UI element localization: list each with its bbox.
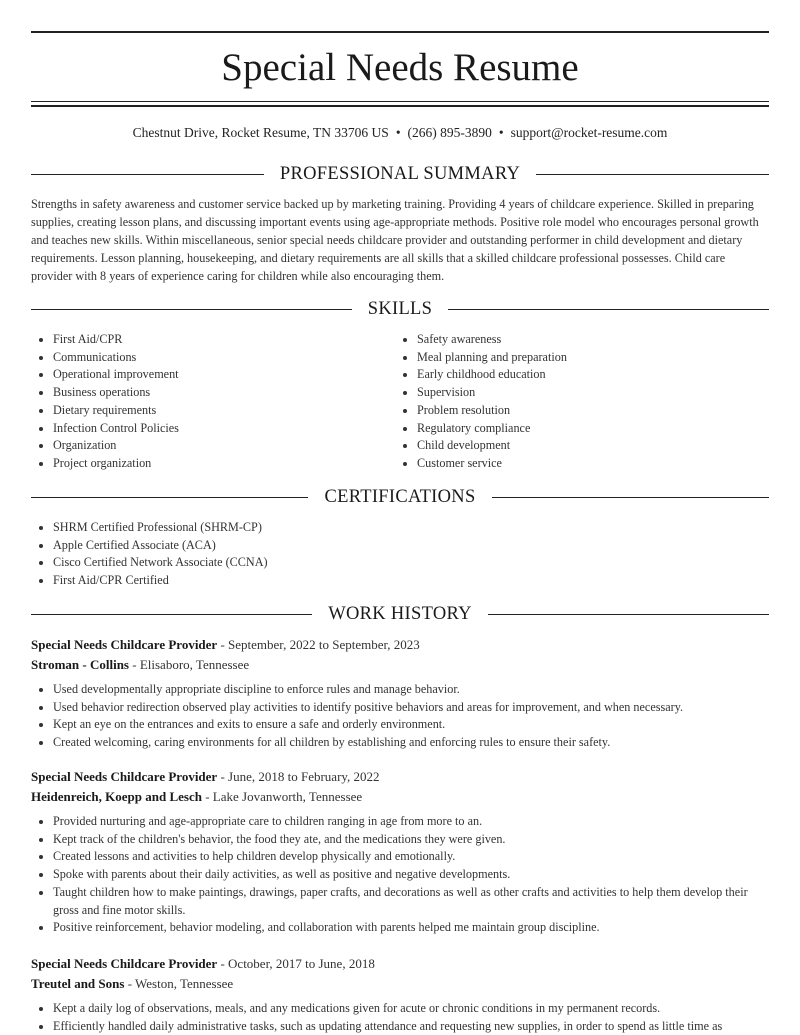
job-title-line (31, 954, 769, 974)
skill-item: • Business operations (53, 384, 413, 402)
job-location: - Weston, Tennessee (127, 976, 234, 991)
contact-separator: • (498, 125, 504, 140)
job-dates: - October, 2017 to June, 2018 (220, 956, 375, 971)
job-title: Special Needs Childcare Provider (31, 769, 218, 784)
skill-item: • Child development (417, 437, 791, 455)
skills-list-left (31, 331, 413, 473)
skill-item: • First Aid/CPR (53, 331, 413, 349)
contact-address: Chestnut Drive, Rocket Resume, TN 33706 US (132, 125, 389, 140)
job-bullets (31, 1000, 769, 1035)
skill-item: • Safety awareness (417, 331, 791, 349)
contact-phone: (266) 895-3890 (407, 125, 492, 140)
job-location: - Elisaboro, Tennessee (132, 657, 250, 672)
job-location: - Lake Jovanworth, Tennessee (205, 789, 363, 804)
summary-heading (31, 163, 769, 185)
skill-item: • Organization (53, 437, 413, 455)
resume-title: Special Needs Resume (221, 46, 579, 89)
skill-item: • Meal planning and preparation (417, 349, 791, 367)
job-title: Special Needs Childcare Provider (31, 637, 218, 652)
job-bullet: • Kept a daily log of observations, meals, and any medications given for acute or chronic conditions in my permanent records. (53, 1000, 769, 1018)
contact-separator: • (395, 125, 401, 140)
skill-item: • Supervision (417, 384, 791, 402)
job-bullet: • Used behavior redirection observed play activities to identify positive behaviors and areas for improvement, and when necessary. (53, 699, 769, 717)
job-company: Treutel and Sons (31, 976, 125, 991)
certification-item: • Apple Certified Associate (ACA) (53, 537, 791, 555)
job-bullet: • Kept an eye on the entrances and exits to ensure a safe and orderly environment. (53, 716, 769, 734)
skills-heading-label: SKILLS (367, 298, 433, 319)
top-rule (31, 31, 769, 33)
skill-item: • Communications (53, 349, 413, 367)
job-company-line (31, 974, 769, 994)
heading-rule (488, 614, 769, 615)
job-company: Stroman - Collins (31, 657, 129, 672)
job-title-line (31, 635, 769, 655)
heading-rule (31, 614, 312, 615)
job-company: Heidenreich, Koepp and Lesch (31, 789, 202, 804)
job-bullets (31, 813, 769, 937)
job-company-line (31, 787, 769, 807)
certification-item: • Cisco Certified Network Associate (CCNA) (53, 554, 791, 572)
job-bullet: • Used developmentally appropriate discipline to enforce rules and manage behavior. (53, 681, 769, 699)
work-history-heading-label: WORK HISTORY (328, 603, 472, 624)
job-bullet: • Efficiently handled daily administrative tasks, such as updating attendance and requesting new supplies, in order to spend as little time as (53, 1018, 769, 1035)
work-history-heading (31, 603, 769, 625)
heading-rule (31, 497, 308, 498)
job-entry (31, 954, 769, 1035)
job-bullet: • Positive reinforcement, behavior modeling, and collaboration with parents helped me maintain group discipline. (53, 919, 769, 937)
job-title: Special Needs Childcare Provider (31, 956, 218, 971)
skill-item: • Problem resolution (417, 402, 791, 420)
skill-item: • Dietary requirements (53, 402, 413, 420)
heading-rule (448, 309, 769, 310)
certifications-list (31, 519, 791, 590)
heading-rule (31, 309, 352, 310)
job-bullet: • Kept track of the children's behavior, the food they ate, and the medications they were given. (53, 831, 769, 849)
job-dates: - September, 2022 to September, 2023 (220, 637, 420, 652)
job-entry (31, 767, 769, 937)
skill-item: • Early childhood education (417, 366, 791, 384)
skill-item: • Customer service (417, 455, 791, 473)
heading-rule (536, 174, 769, 175)
job-bullet: • Created lessons and activities to help children develop physically and emotionally. (53, 848, 769, 866)
certification-item: • SHRM Certified Professional (SHRM-CP) (53, 519, 791, 537)
skill-item: • Operational improvement (53, 366, 413, 384)
skills-heading (31, 298, 769, 320)
job-bullets (31, 681, 769, 752)
certifications-heading (31, 486, 769, 508)
certification-item: • First Aid/CPR Certified (53, 572, 791, 590)
job-bullet: • Provided nurturing and age-appropriate care to children ranging in age from more to an. (53, 813, 769, 831)
title-rule-thin (31, 101, 769, 102)
job-company-line (31, 655, 769, 675)
heading-rule (492, 497, 769, 498)
certifications-heading-label: CERTIFICATIONS (324, 486, 476, 507)
skill-item: • Regulatory compliance (417, 420, 791, 438)
skills-list-right (395, 331, 791, 473)
summary-heading-label: PROFESSIONAL SUMMARY (279, 163, 521, 184)
skill-item: • Infection Control Policies (53, 420, 413, 438)
job-bullet: • Spoke with parents about their daily activities, as well as positive and negative developments. (53, 866, 769, 884)
job-bullet: • Created welcoming, caring environments for all children by establishing and enforcing rules to ensure their safety. (53, 734, 769, 752)
summary-text: Strengths in safety awareness and customer service backed up by marketing training. Providing 4 years of childcare experience. Skilled in preparing supplies, creating lesson plans, and discussing important events using age-appropriate methods. Positive role model who encourages personal growth and teaches new skills. Within miscellaneous, senior special needs childcare provider and outstanding performer in child development and dietary requirements. Lesson planning, housekeeping, and dietary requirements are all skills that a skilled childcare professional possesses. Child care provider with 8 years of experience caring for children while also encouraging them. (31, 197, 759, 283)
job-title-line (31, 767, 769, 787)
contact-email: support@rocket-resume.com (510, 125, 668, 140)
job-entry (31, 635, 769, 752)
contact-line (31, 124, 769, 142)
job-bullet: • Taught children how to make paintings, drawings, paper crafts, and decorations as well as other crafts and activities to help them develop their gross and fine motor skills. (53, 884, 769, 919)
skill-item: • Project organization (53, 455, 413, 473)
heading-rule (31, 174, 264, 175)
job-dates: - June, 2018 to February, 2022 (220, 769, 380, 784)
title-rule-thick (31, 105, 769, 107)
